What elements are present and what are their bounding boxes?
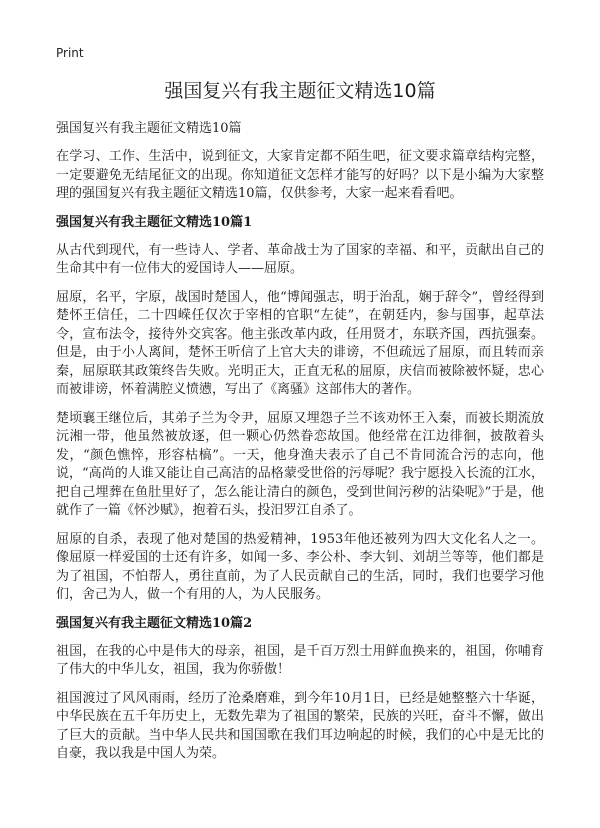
document-title: 强国复兴有我主题征文精选10篇 [164, 80, 436, 102]
section-1-paragraph-4: 屈原的自杀，表现了他对楚国的热爱精神，1953年他还被列为四大文化名人之一。像屈原一样爱国的士还有许多，如闻一多、李公朴、李大钊、刘胡兰等等，他们都是为了祖国，不怕帮人，勇往直前，为了人民贡献自己的生活，同时，我们也要学习他们，舍己为人，做一个有用的人，为人民服务。 [56, 531, 544, 602]
section-1-paragraph-1: 从古代到现代，有一些诗人、学者、革命战士为了国家的幸福、和平，贡献出自己的生命其中有一位伟大的爱国诗人——屈原。 [56, 242, 544, 276]
document-body [56, 120, 544, 774]
intro-paragraph: 在学习、工作、生活中，说到征文，大家肯定都不陌生吧，征文要求篇章结构完整，一定要避免无结尾征文的出现。你知道征文怎样才能写的好吗？以下是小编为大家整理的强国复兴有我主题征文精选10篇，仅供参考，大家一起来看看吧。 [56, 149, 544, 201]
print-link[interactable]: Print [56, 46, 84, 60]
section-2-paragraph-1: 祖国，在我的心中是伟大的母亲，祖国，是千百万烈士用鲜血换来的，祖国，你哺育了伟大的中华儿女，祖国，我为你骄傲！ [56, 643, 544, 677]
section-2-paragraph-2: 祖国渡过了风风雨雨，经历了沧桑磨难，到今年10月1日，已经是她整整六十华诞，中华民族在五千年历史上，无数先辈为了祖国的繁荣，民族的兴旺，奋斗不懈，做出了巨大的贡献。当中华人民共和国国歌在我们耳边响起的时候，我们的心中是无比的自豪，我以我是中国人为荣。 [56, 690, 544, 761]
document-subtitle: 强国复兴有我主题征文精选10篇 [56, 121, 242, 136]
section-1-paragraph-2: 屈原，名平，字原，战国时楚国人，他“博闻强志，明于治乱，娴于辞令”，曾经得到楚怀王信任，二十四嵘任仅次于宰相的官职“左徒”，在朝廷内，参与国事，起草法令，宣布法令，接待外交宾客。他主张改革内政，任用贤才，东联齐国，西抗强秦。但是，由于小人离间，楚怀王听信了上官大夫的诽谤，不但疏远了屈原，而且转而亲秦，屈原联其政策终告失败。光明正大，正直无私的屈原，庆信而被除被怀疑，忠心而被诽谤，怀着满腔义愤懑，写出了《离骚》这部伟大的著作。 [56, 289, 544, 397]
section-heading-2: 强国复兴有我主题征文精选10篇2 [56, 615, 253, 631]
section-heading-1: 强国复兴有我主题征文精选10篇1 [56, 214, 253, 230]
section-1-paragraph-3: 楚顷襄王继位后，其弟子兰为令尹，屈原又埋怨子兰不该劝怀王入秦，而被长期流放沅湘一带，他虽然被放逐，但一颗心仍然眷恋故国。他经常在江边徘徊，披散着头发，“颜色憔悴，形容枯槁”。一天，他身渔夫表示了自己不肯同流合污的志向，他说，“高尚的人谁又能让自己高洁的品格蒙受世俗的污辱呢？我宁愿投入长流的江水，把自己埋葬在鱼肚里好了，怎么能让清白的颜色，受到世间污秽的沾染呢》”于是，他就作了一篇《怀沙赋》，抱着石头，投汨罗江自杀了。 [56, 410, 544, 518]
